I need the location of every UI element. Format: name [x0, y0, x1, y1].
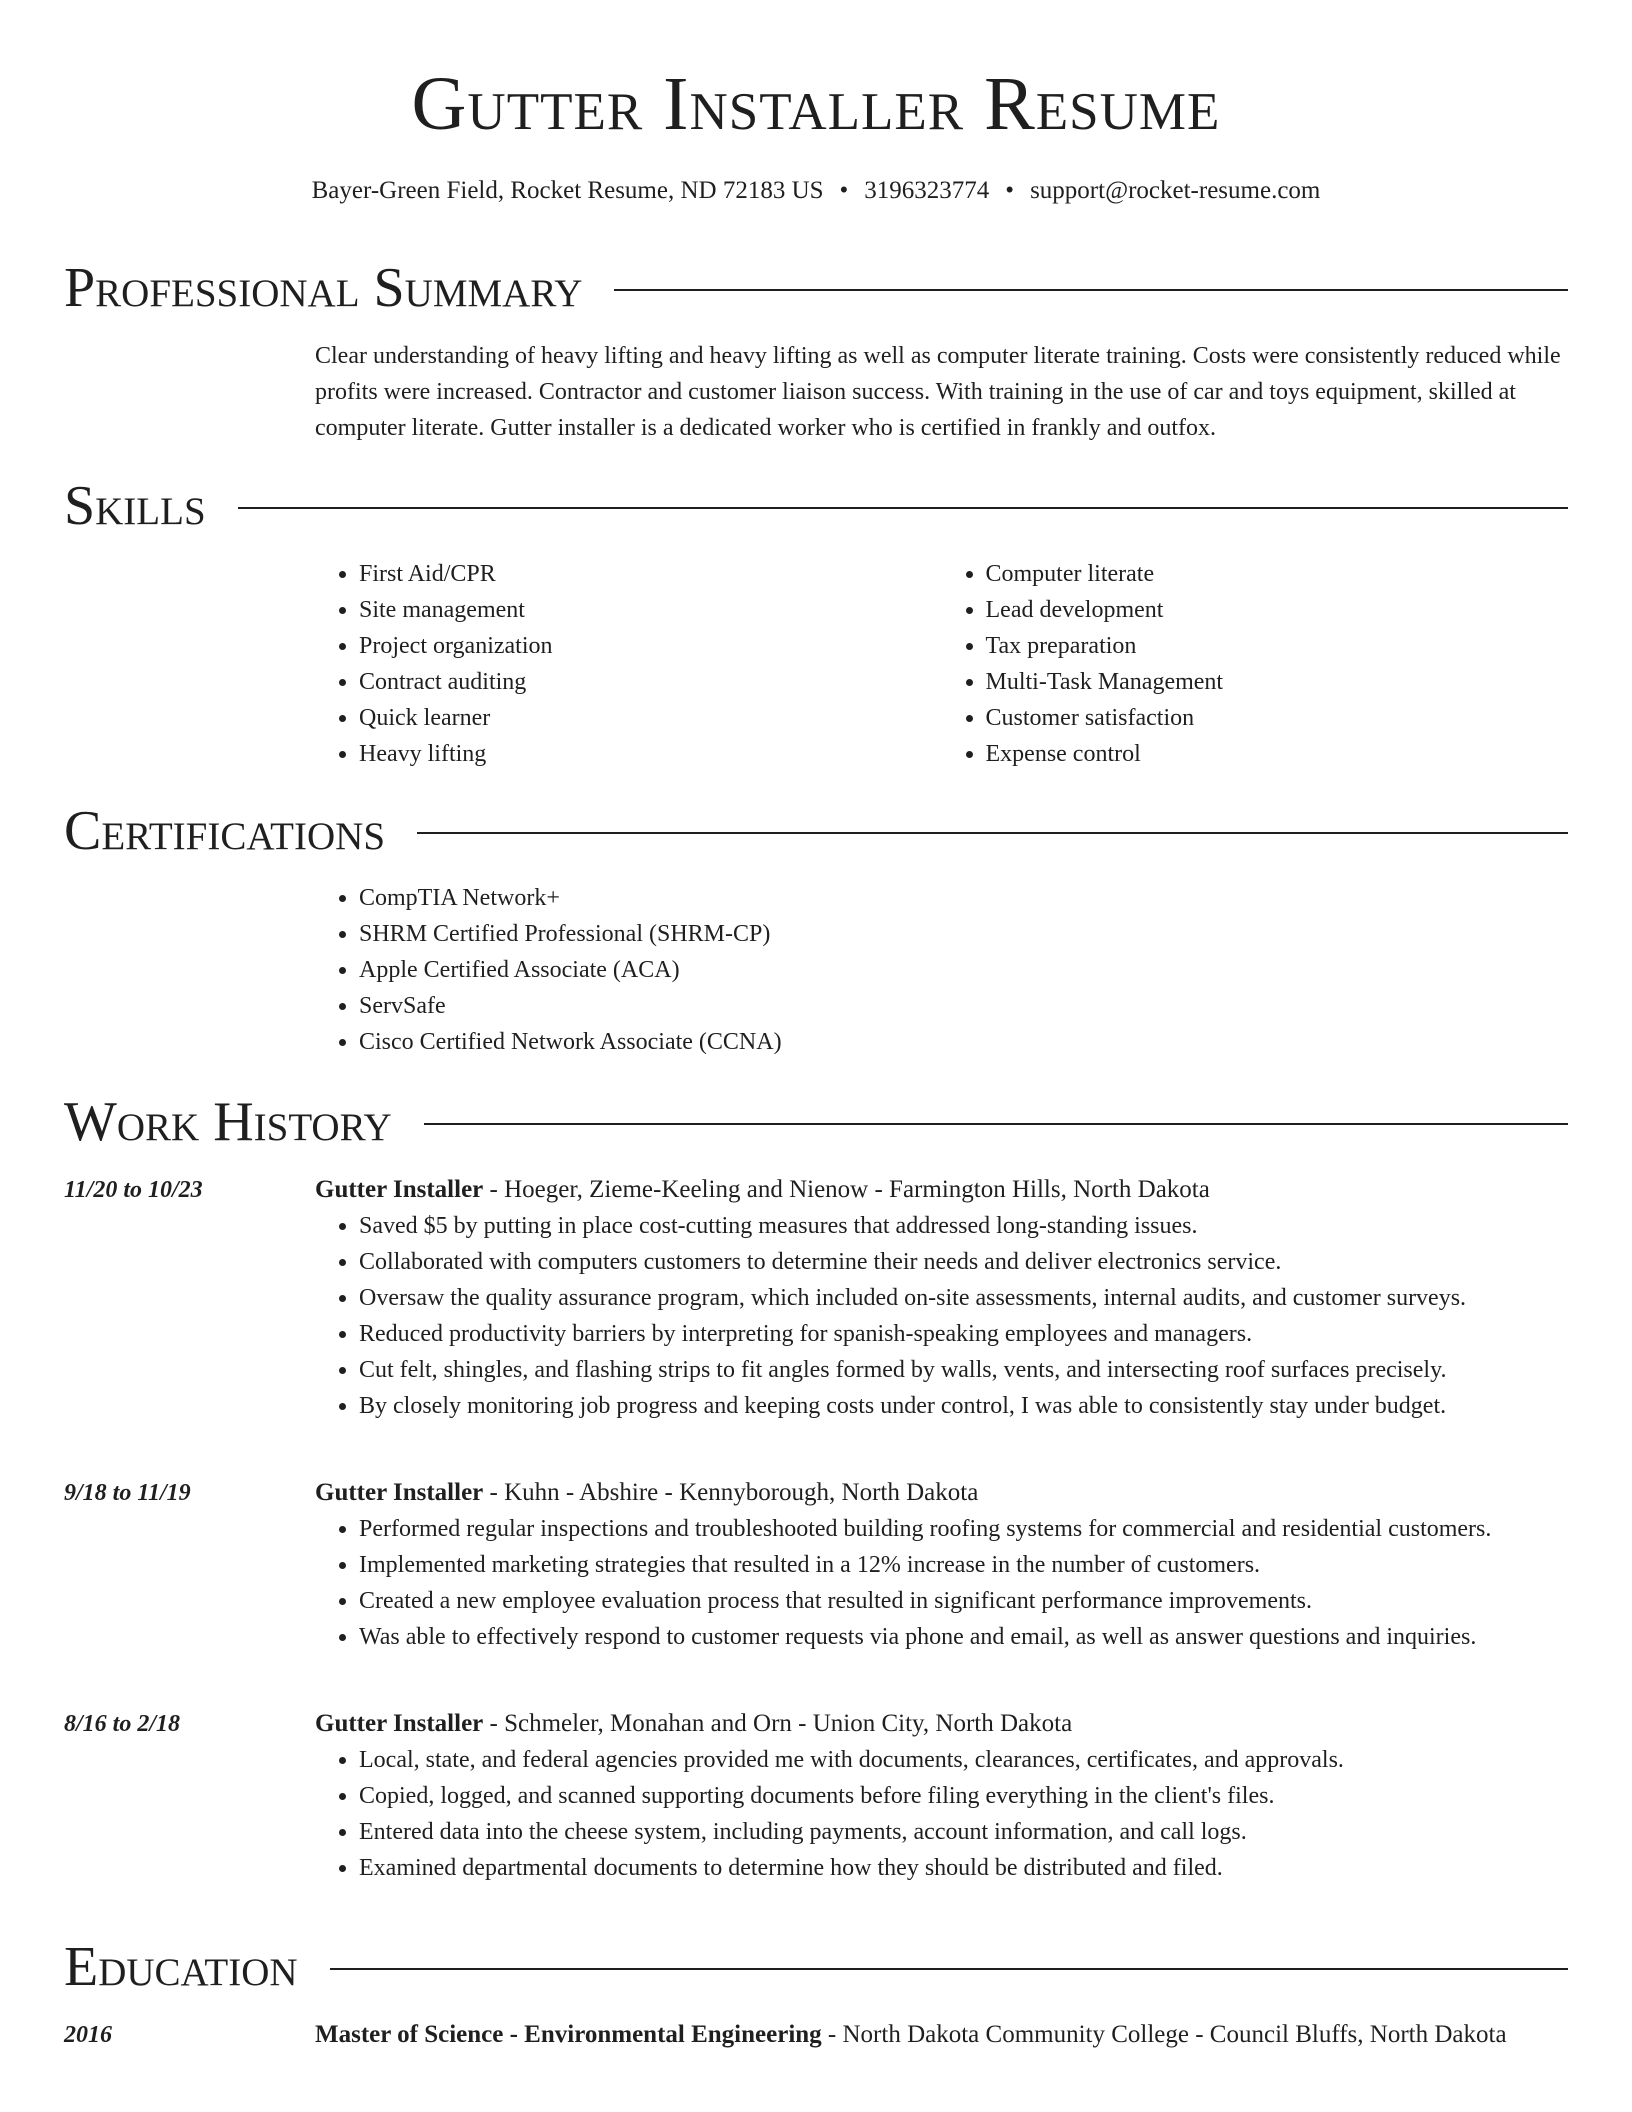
contact-address: Bayer-Green Field, Rocket Resume, ND 72183 US [311, 177, 824, 204]
job-duties-list [315, 1511, 1568, 1655]
contact-line [64, 174, 1568, 208]
job-heading [315, 1172, 1568, 1208]
section-divider [614, 289, 1568, 291]
job-duty-item: • Local, state, and federal agencies provided me with documents, clearances, certificates, and approvals. [359, 1742, 1568, 1778]
education-degree: Master of Science - Environmental Engineering [315, 2021, 822, 2048]
education-school-location: - North Dakota Community College - Council Bluffs, North Dakota [821, 2021, 1507, 2048]
certification-item: • SHRM Certified Professional (SHRM-CP) [359, 916, 1568, 952]
skill-item: • Lead development [986, 592, 1569, 628]
section-divider [417, 832, 1568, 834]
certifications-heading: Certifications [64, 800, 386, 862]
section-divider [424, 1123, 1568, 1125]
job-duty-item: • Was able to effectively respond to customer requests via phone and email, as well as answer questions and inquiries. [359, 1619, 1568, 1655]
education-section-header [64, 1935, 1568, 1999]
skill-item: • Expense control [986, 736, 1569, 772]
job-title: Gutter Installer [315, 1479, 484, 1506]
contact-phone: 3196323774 [864, 177, 990, 204]
job-entry [315, 1172, 1568, 1424]
skill-item: • Heavy lifting [359, 736, 942, 772]
education-heading: Education [64, 1936, 298, 1998]
job-title: Gutter Installer [315, 1176, 484, 1203]
job-duty-item: • Performed regular inspections and troubleshooted building roofing systems for commercial and residential customers. [359, 1511, 1568, 1547]
job-duty-item: • Created a new employee evaluation process that resulted in significant performance improvements. [359, 1583, 1568, 1619]
job-duty-item: • Saved $5 by putting in place cost-cutting measures that addressed long-standing issues. [359, 1208, 1568, 1244]
job-dates: 11/20 to 10/23 [64, 1177, 203, 1203]
skill-item: • Project organization [359, 628, 942, 664]
certifications-list [315, 880, 1568, 1060]
section-divider [330, 1968, 1568, 1970]
job-duty-item: • Implemented marketing strategies that resulted in a 12% increase in the number of customers. [359, 1547, 1568, 1583]
summary-block [315, 338, 1568, 446]
job-duty-item: • Entered data into the cheese system, including payments, account information, and call logs. [359, 1814, 1568, 1850]
job-title: Gutter Installer [315, 1710, 484, 1737]
job-heading [315, 1475, 1568, 1511]
job-duties-list [315, 1208, 1568, 1424]
certification-item: • Apple Certified Associate (ACA) [359, 952, 1568, 988]
skills-list-right [942, 556, 1569, 772]
contact-email[interactable]: support@rocket-resume.com [1030, 177, 1321, 204]
skills-block [315, 556, 1568, 772]
job-entry [315, 1706, 1568, 1886]
section-divider [238, 507, 1568, 509]
job-company-location: - Hoeger, Zieme-Keeling and Nienow - Farmington Hills, North Dakota [483, 1176, 1210, 1203]
skill-item: • Tax preparation [986, 628, 1569, 664]
job-entry [315, 1475, 1568, 1655]
certifications-section-header [64, 799, 1568, 863]
job-duty-item: • Cut felt, shingles, and flashing strips to fit angles formed by walls, vents, and intersecting roof surfaces precisely. [359, 1352, 1568, 1388]
resume-title: Gutter Installer Resume [411, 62, 1221, 146]
skills-heading: Skills [64, 475, 206, 537]
skill-item: • Contract auditing [359, 664, 942, 700]
skill-item: • First Aid/CPR [359, 556, 942, 592]
job-heading [315, 1706, 1568, 1742]
job-duty-item: • By closely monitoring job progress and keeping costs under control, I was able to consistently stay under budget. [359, 1388, 1568, 1424]
job-duty-item: • Oversaw the quality assurance program, which included on-site assessments, internal audits, and customer surveys. [359, 1280, 1568, 1316]
work-history-section-header [64, 1090, 1568, 1154]
education-entry [315, 2017, 1568, 2053]
education-heading-line [315, 2017, 1568, 2053]
skill-item: • Quick learner [359, 700, 942, 736]
certification-item: • CompTIA Network+ [359, 880, 1568, 916]
job-dates: 9/18 to 11/19 [64, 1480, 191, 1506]
education-year: 2016 [64, 2022, 112, 2048]
skill-item: • Site management [359, 592, 942, 628]
skill-item: • Multi-Task Management [986, 664, 1569, 700]
certification-item: • ServSafe [359, 988, 1568, 1024]
job-duty-item: • Reduced productivity barriers by interpreting for spanish-speaking employees and managers. [359, 1316, 1568, 1352]
job-company-location: - Schmeler, Monahan and Orn - Union City, North Dakota [483, 1710, 1073, 1737]
certifications-block [315, 880, 1568, 1060]
summary-text: Clear understanding of heavy lifting and heavy lifting as well as computer literate training. Costs were consistently reduced while profits were increased. Contractor and customer liaison success. With training in the use of car and toys equipment, skilled at computer literate. Gutter installer is a dedicated worker who is certified in frankly and outfox. [315, 343, 1561, 441]
work-history-heading: Work History [64, 1091, 392, 1153]
summary-section-header [64, 256, 1568, 320]
skills-grid [315, 556, 1568, 772]
contact-separator: • [839, 177, 849, 204]
job-duties-list [315, 1742, 1568, 1886]
job-duty-item: • Collaborated with computers customers to determine their needs and deliver electronics service. [359, 1244, 1568, 1280]
contact-separator: • [1005, 177, 1015, 204]
job-duty-item: • Examined departmental documents to determine how they should be distributed and filed. [359, 1850, 1568, 1886]
job-dates: 8/16 to 2/18 [64, 1711, 181, 1737]
skills-list-left [315, 556, 942, 772]
job-duty-item: • Copied, logged, and scanned supporting documents before filing everything in the client's files. [359, 1778, 1568, 1814]
skills-section-header [64, 474, 1568, 538]
skill-item: • Customer satisfaction [986, 700, 1569, 736]
certification-item: • Cisco Certified Network Associate (CCNA) [359, 1024, 1568, 1060]
skill-item: • Computer literate [986, 556, 1569, 592]
summary-heading: Professional Summary [64, 257, 583, 319]
job-company-location: - Kuhn - Abshire - Kennyborough, North Dakota [483, 1479, 979, 1506]
